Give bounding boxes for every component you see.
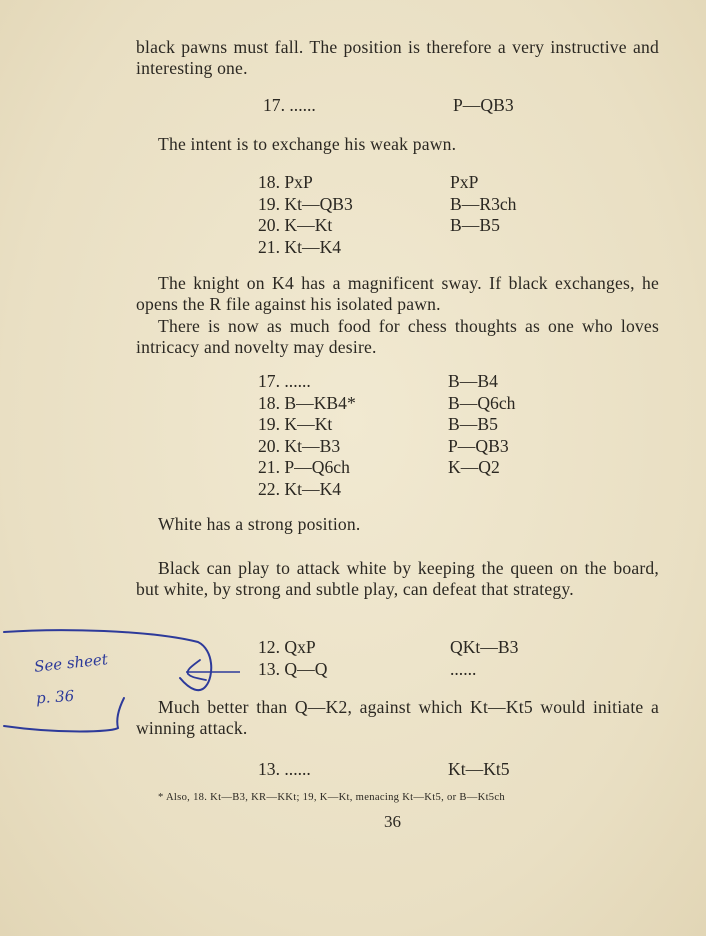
black-move: QKt—B3 (450, 637, 519, 657)
white-move: 13. ...... (258, 759, 311, 779)
black-move: PxP (450, 172, 479, 192)
white-move: 18. B—KB4* (258, 392, 356, 413)
paragraph-2: The intent is to exchange his weak pawn. (158, 134, 457, 154)
white-move: 21. P—Q6ch (258, 457, 350, 477)
white-move: 13. Q—Q (258, 658, 328, 679)
handwritten-bracket-arrow-icon (0, 620, 240, 750)
paragraph-7: Much better than Q—K2, against which Kt—Kt5 would initiate a winning attack. (136, 697, 659, 738)
black-move: B—B4 (448, 371, 498, 391)
paragraph-6: Black can play to attack white by keeping the queen on the board, but white, by strong and subtle play, can defeat that strategy. (136, 558, 659, 599)
footnote: * Also, 18. Kt—B3, KR—KKt; 19, K—Kt, menacing Kt—Kt5, or B—Kt5ch (158, 792, 506, 803)
handwritten-note-line1: See sheet (33, 650, 109, 676)
black-move: ...... (450, 658, 477, 679)
white-move: 20. Kt—B3 (258, 435, 341, 456)
white-move: 12. QxP (258, 637, 316, 657)
white-move: 19. Kt—QB3 (258, 193, 353, 214)
page-number: 36 (384, 812, 401, 831)
black-move: B—B5 (450, 215, 500, 235)
paragraph-4: There is now as much food for chess thoughts as one who loves intricacy and novelty may desire. (136, 316, 659, 357)
handwritten-note-line2: p. 36 (35, 686, 75, 708)
white-move: 21. Kt—K4 (258, 236, 342, 257)
black-move: P—QB3 (453, 95, 514, 115)
white-move: 18. PxP (258, 172, 313, 192)
white-move: 20. K—Kt (258, 215, 333, 235)
white-move: 17. ...... (258, 371, 311, 391)
white-move: 22. Kt—K4 (258, 478, 342, 499)
white-move: 19. K—Kt (258, 414, 333, 434)
black-move: P—QB3 (448, 435, 509, 456)
paragraph-3: The knight on K4 has a magnificent sway. If black exchanges, he opens the R file against his isolated pawn. (136, 273, 659, 314)
white-move: 17. ...... (263, 95, 316, 115)
black-move: B—B5 (448, 414, 498, 434)
paragraph-5: White has a strong position. (158, 514, 361, 534)
black-move: K—Q2 (448, 457, 500, 477)
black-move: B—R3ch (450, 193, 517, 214)
black-move: B—Q6ch (448, 392, 516, 413)
paragraph-1: black pawns must fall. The position is therefore a very instructive and interesting one. (136, 37, 659, 78)
black-move: Kt—Kt5 (448, 759, 510, 779)
